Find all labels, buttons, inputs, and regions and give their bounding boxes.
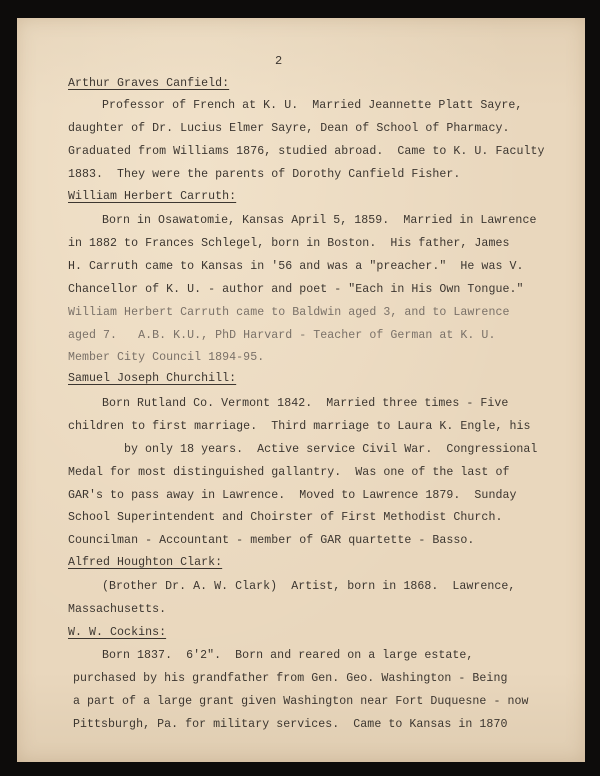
entry-line: by only 18 years. Active service Civil War. Congressional xyxy=(124,443,538,456)
entry-line: Born 1837. 6'2". Born and reared on a large estate, xyxy=(102,649,474,662)
entry-line: Member City Council 1894-95. xyxy=(68,351,265,364)
entry-line: School Superintendent and Choirster of First Methodist Church. xyxy=(68,511,503,524)
entry-line: Chancellor of K. U. - author and poet - "Each in His Own Tongue." xyxy=(68,283,524,296)
entry-line: Medal for most distinguished gallantry. Was one of the last of xyxy=(68,466,510,479)
entry-line: Professor of French at K. U. Married Jeannette Platt Sayre, xyxy=(102,99,523,112)
entry-line: in 1882 to Frances Schlegel, born in Boston. His father, James xyxy=(68,237,510,250)
entry-line: 1883. They were the parents of Dorothy Canfield Fisher. xyxy=(68,168,461,181)
entry-heading: Arthur Graves Canfield: xyxy=(68,77,230,90)
entry-line: Born Rutland Co. Vermont 1842. Married three times - Five xyxy=(102,397,509,410)
entry-line: GAR's to pass away in Lawrence. Moved to Lawrence 1879. Sunday xyxy=(68,489,517,502)
entry-line: Pittsburgh, Pa. for military services. Came to Kansas in 1870 xyxy=(73,718,508,731)
entry-line: purchased by his grandfather from Gen. Geo. Washington - Being xyxy=(73,672,508,685)
entry-line: Councilman - Accountant - member of GAR quartette - Basso. xyxy=(68,534,475,547)
entry-heading: Alfred Houghton Clark: xyxy=(68,556,223,569)
entry-line: William Herbert Carruth came to Baldwin aged 3, and to Lawrence xyxy=(68,306,510,319)
entry-heading: W. W. Cockins: xyxy=(68,626,167,639)
page-number: 2 xyxy=(275,54,283,68)
document-page xyxy=(17,18,585,762)
entry-line: (Brother Dr. A. W. Clark) Artist, born in 1868. Lawrence, xyxy=(102,580,516,593)
entry-heading: William Herbert Carruth: xyxy=(68,190,237,203)
entry-line: daughter of Dr. Lucius Elmer Sayre, Dean of School of Pharmacy. xyxy=(68,122,510,135)
entry-line: Born in Osawatomie, Kansas April 5, 1859. Married in Lawrence xyxy=(102,214,537,227)
entry-line: Massachusetts. xyxy=(68,603,167,616)
entry-heading: Samuel Joseph Churchill: xyxy=(68,372,237,385)
entry-line: Graduated from Williams 1876, studied abroad. Came to K. U. Faculty xyxy=(68,145,545,158)
entry-line: aged 7. A.B. K.U., PhD Harvard - Teacher of German at K. U. xyxy=(68,329,496,342)
entry-line: children to first marriage. Third marriage to Laura K. Engle, his xyxy=(68,420,531,433)
entry-line: a part of a large grant given Washington near Fort Duquesne - now xyxy=(73,695,529,708)
entry-line: H. Carruth came to Kansas in '56 and was a "preacher." He was V. xyxy=(68,260,524,273)
